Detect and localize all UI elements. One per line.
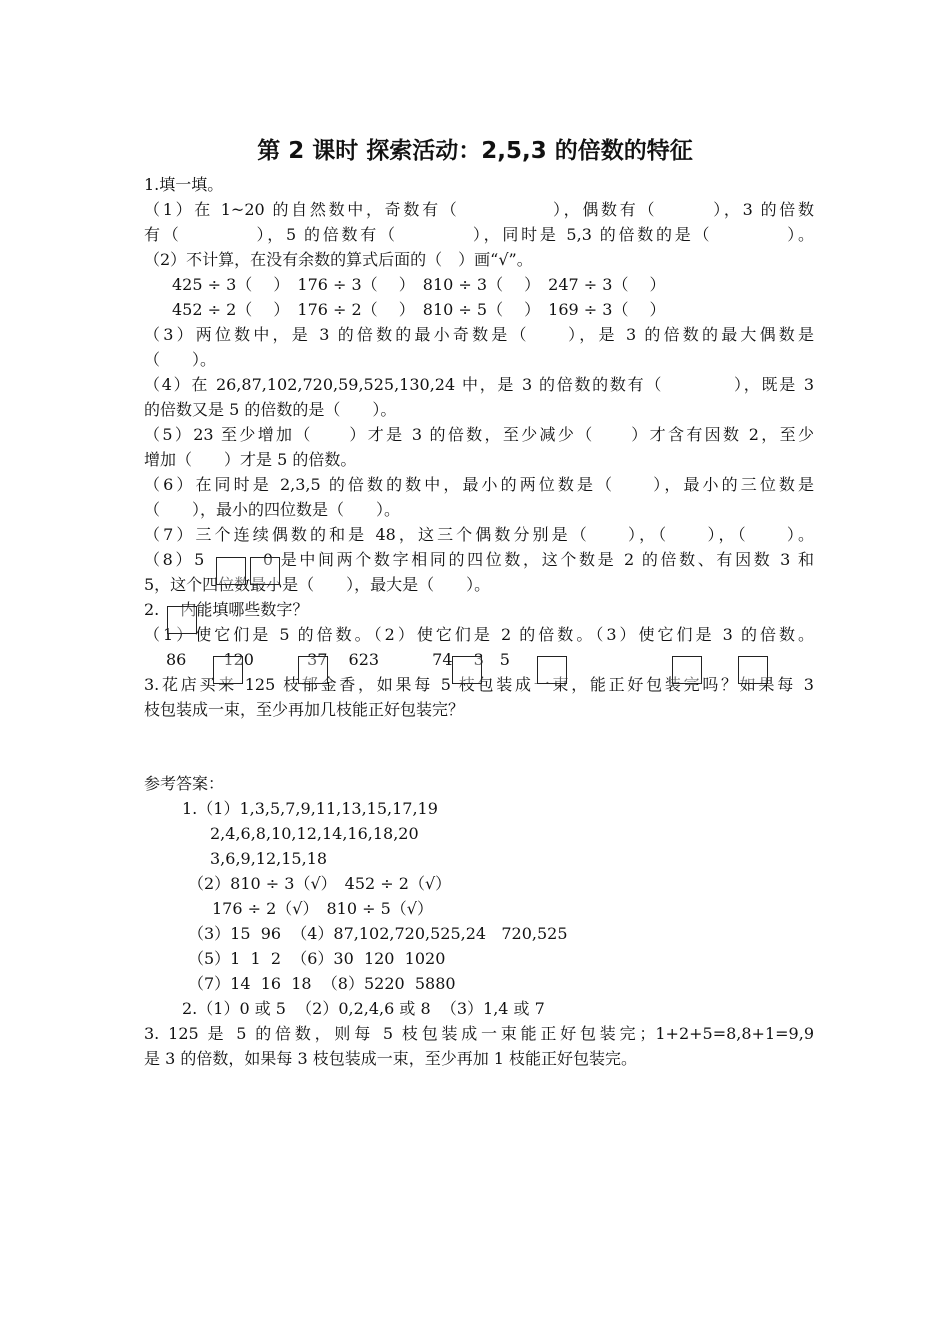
q3-story-line1: 3.花店买来 125 枝郁金香，如果每 5 枝包装成一束，能正好包装完吗？如果每 3 [144,675,814,694]
q8-line2: 5，这个四位数最小是（ ），最大是（ ）。 [144,575,491,594]
blank-box[interactable] [672,656,702,684]
blank-box[interactable] [216,557,246,585]
answer-1-6: （3）15 96 （4）87,102,720,525,24 720,525 [188,924,568,943]
q5-line2: 增加（ ）才是 5 的倍数。 [144,450,357,469]
section2-heading: 2. 内能填哪些数字？ [144,600,309,619]
page-title: 第 2 课时 探索活动：2,5,3 的倍数的特征 [257,138,693,164]
section1-heading: 1.填一填。 [144,175,224,194]
q6-line2: （ ），最小的四位数是（ ）。 [144,500,401,519]
q4-line1: （4）在 26,87,102,720,59,525,130,24 中，是 3 的倍数的数有（ ），既是 3 [144,375,814,394]
answer-1-5: 176 ÷ 2（√） 810 ÷ 5（√） [212,899,433,918]
q5-line1: （5）23 至少增加（ ）才是 3 的倍数，至少减少（ ）才含有因数 2，至少 [144,425,814,444]
blank-box[interactable] [537,656,567,684]
q2-row2: 452 ÷ 2（ ） 176 ÷ 2（ ） 810 ÷ 5（ ） 169 ÷ 3（ ） [172,300,666,319]
q8-line1: （8）5 0 是中间两个数字相同的四位数，这个数是 2 的倍数、有因数 3 和 [144,550,814,569]
answers-heading: 参考答案： [144,774,225,793]
answer-1-7: （5）1 1 2 （6）30 120 1020 [188,949,446,968]
answer-3-line2: 是 3 的倍数，如果每 3 枝包装成一束，至少再加 1 枝能正好包装完。 [144,1049,638,1068]
q1-line1: （1）在 1~20 的自然数中，奇数有（ ），偶数有（ ），3 的倍数 [144,200,814,219]
answer-1-2: 2,4,6,8,10,12,14,16,18,20 [210,824,419,843]
q2-row1: 425 ÷ 3（ ） 176 ÷ 3（ ） 810 ÷ 3（ ） 247 ÷ 3（ ） [172,275,666,294]
q7-line1: （7）三个连续偶数的和是 48，这三个偶数分别是（ ），（ ），（ ）。 [144,525,814,544]
section2-sub-line: （1）使它们是 5 的倍数。（2）使它们是 2 的倍数。（3）使它们是 3 的倍数。 [144,625,814,644]
blank-box[interactable] [738,656,768,684]
blank-box[interactable] [213,656,243,684]
answer-1-1: 1.（1）1,3,5,7,9,11,13,15,17,19 [182,799,438,818]
q2-line1: （2）不计算，在没有余数的算式后面的（ ）画“√”。 [144,250,533,269]
q3-line2: （ ）。 [144,350,217,369]
answer-2: 2.（1）0 或 5 （2）0,2,4,6 或 8 （3）1,4 或 7 [182,999,545,1018]
q3-story-line2: 枝包装成一束，至少再加几枝能正好包装完？ [144,700,465,719]
blank-box[interactable] [167,606,197,634]
q6-line1: （6）在同时是 2,3,5 的倍数的数中，最小的两位数是（ ），最小的三位数是 [144,475,814,494]
q3-line1: （3）两位数中，是 3 的倍数的最小奇数是（ ），是 3 的倍数的最大偶数是 [144,325,814,344]
blank-box[interactable] [452,656,482,684]
answer-1-8: （7）14 16 18 （8）5220 5880 [188,974,456,993]
blank-box[interactable] [298,656,328,684]
answer-3-line1: 3. 125 是 5 的倍数，则每 5 枝包装成一束能正好包装完；1+2+5=8,8+1=9,9 [144,1024,814,1043]
section2-numbers: 86 120 37 623 74 3 5 [166,650,510,669]
q1-line2: 有（ ），5 的倍数有（ ），同时是 5,3 的倍数的是（ ）。 [144,225,814,244]
blank-box[interactable] [250,557,280,585]
answer-1-3: 3,6,9,12,15,18 [210,849,328,868]
q4-line2: 的倍数又是 5 的倍数的是（ ）。 [144,400,397,419]
answer-1-4: （2）810 ÷ 3（√） 452 ÷ 2（√） [188,874,452,893]
